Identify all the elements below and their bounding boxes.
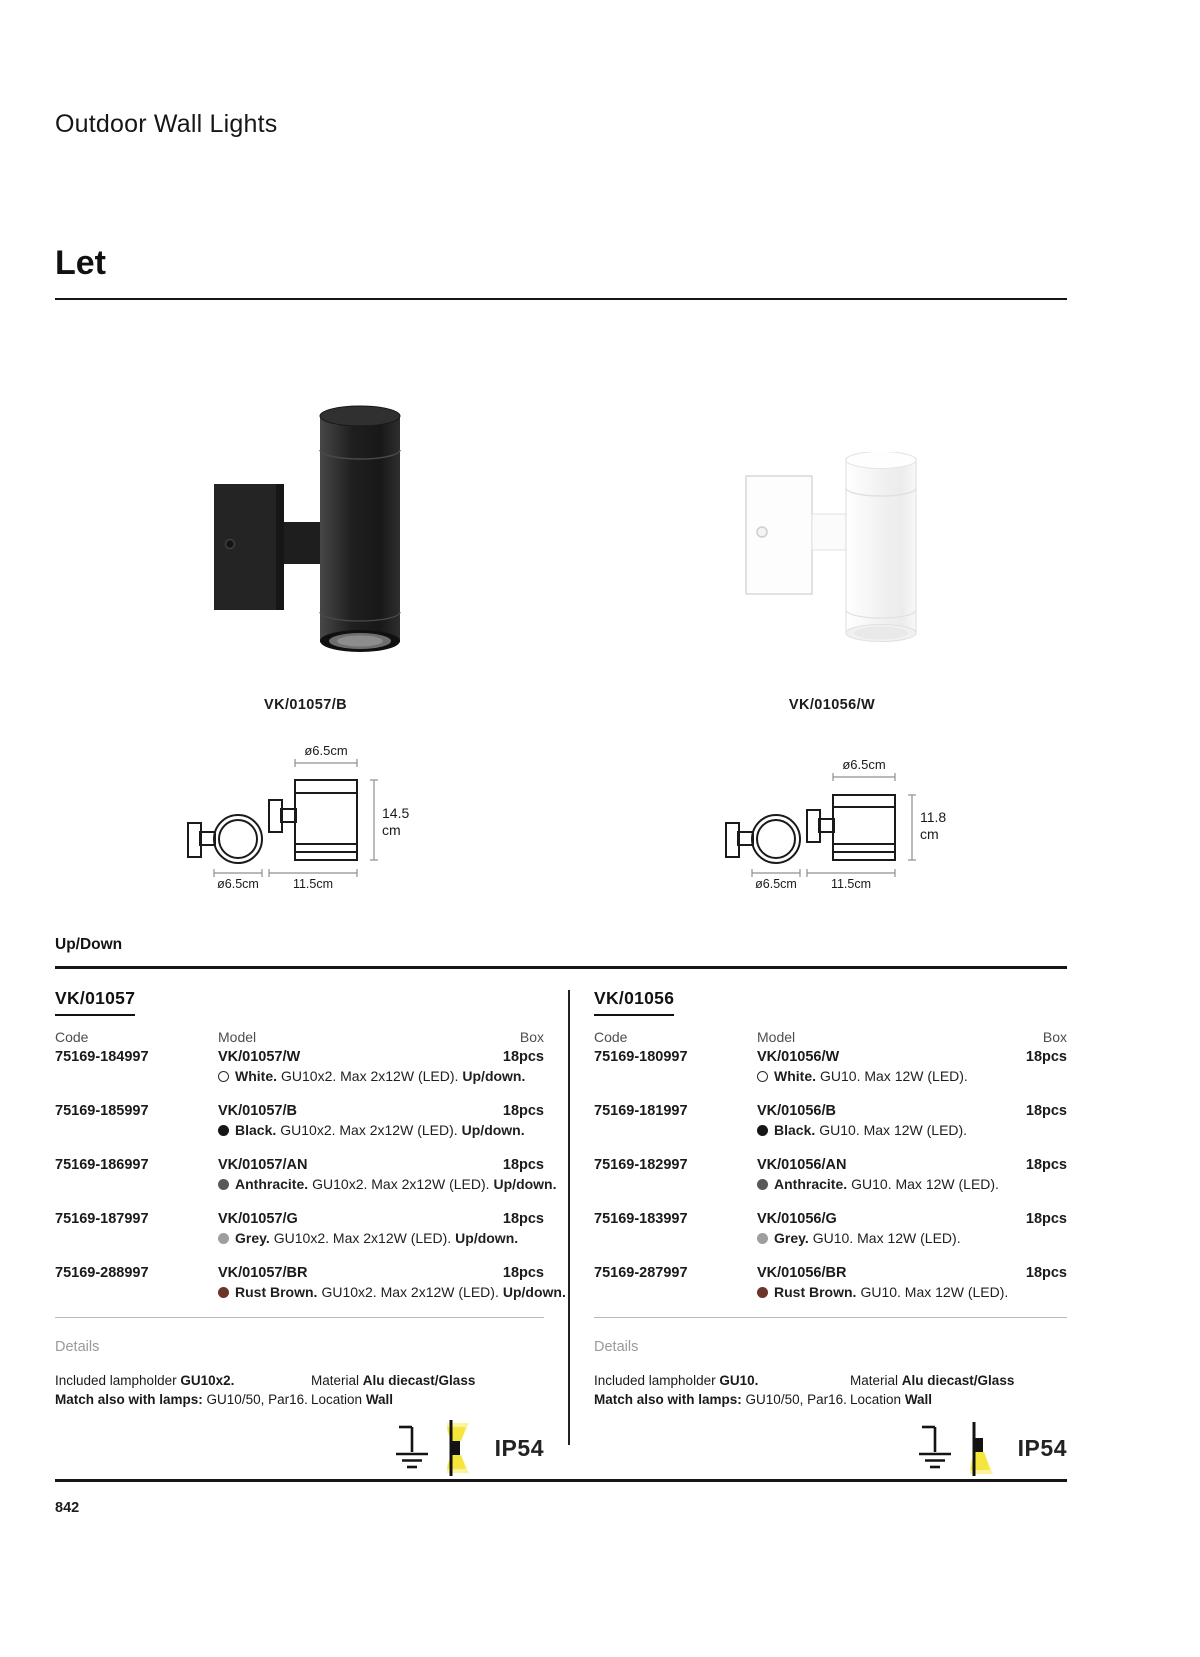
color-swatch: [757, 1233, 768, 1244]
dimension-diagram-left: [185, 736, 425, 892]
row-description: [757, 1121, 1067, 1140]
height-value-label: 11.8: [920, 809, 947, 825]
table-row: [594, 1156, 1067, 1194]
family-rule: [55, 298, 1067, 300]
row-description: [757, 1283, 1067, 1302]
header-code: Code: [55, 1029, 89, 1045]
location-label: Location: [850, 1392, 902, 1407]
color-name: Rust Brown.: [774, 1284, 857, 1300]
details-section: [55, 1371, 544, 1409]
header-box: Box: [1042, 1029, 1067, 1045]
row-description: [218, 1283, 566, 1302]
color-name: White.: [235, 1068, 277, 1084]
height-unit-label: cm: [920, 826, 939, 842]
code-cell: 75169-187997: [55, 1211, 149, 1227]
wall-plate: [214, 484, 284, 610]
details-label: Details: [594, 1339, 639, 1355]
table-body: [55, 1048, 566, 1302]
color-name: Anthracite.: [774, 1176, 848, 1192]
row-description: [757, 1229, 1067, 1248]
row-description: [218, 1067, 544, 1086]
color-swatch: [218, 1179, 229, 1190]
included-lampholder-value: GU10.: [719, 1373, 759, 1388]
code-cell: 75169-186997: [55, 1157, 149, 1173]
code-cell: 75169-183997: [594, 1211, 688, 1227]
material-label: Material: [850, 1373, 899, 1388]
box-cell: 18pcs: [1025, 1157, 1067, 1173]
depth-label: 11.5cm: [830, 877, 872, 891]
details-left: [55, 1371, 311, 1409]
model-cell: VK/01057/BR: [218, 1265, 308, 1281]
material-value: Alu diecast/Glass: [362, 1373, 476, 1388]
match-lamps-value: GU10/50, Par16.: [745, 1392, 847, 1407]
match-lamps-label: Match also with lamps:: [55, 1392, 203, 1407]
certification-row: [55, 1421, 544, 1475]
details-separator: [594, 1317, 1067, 1318]
cylinder-body: [320, 414, 400, 642]
direction-note: Up/down.: [502, 1284, 566, 1300]
wall-light-down-icon: [970, 1420, 1000, 1476]
included-lampholder-value: GU10x2.: [180, 1373, 235, 1388]
cylinder-top: [846, 452, 916, 469]
color-swatch: [757, 1125, 768, 1136]
box-cell: 18pcs: [502, 1103, 544, 1119]
product-caption-black: VK/01057/B: [264, 697, 347, 713]
model-cell: VK/01057/G: [218, 1211, 298, 1227]
details-label: Details: [55, 1339, 100, 1355]
direction-note: Up/down.: [462, 1068, 526, 1084]
product-photo-black: [208, 398, 403, 660]
model-cell: VK/01057/B: [218, 1103, 297, 1119]
lamp-specs: GU10. Max 12W (LED).: [851, 1176, 999, 1192]
box-cell: 18pcs: [502, 1157, 544, 1173]
color-swatch: [218, 1071, 229, 1082]
code-cell: 75169-287997: [594, 1265, 688, 1281]
location-value: Wall: [904, 1392, 933, 1407]
wall-light-up-down-icon: [447, 1420, 477, 1476]
section-rule: [55, 966, 1067, 969]
box-cell: 18pcs: [502, 1049, 544, 1065]
model-cell: VK/01056/B: [757, 1103, 836, 1119]
table-row: [594, 1048, 1067, 1086]
wall-plate: [746, 476, 812, 594]
column-divider: [568, 990, 570, 1445]
model-cell: VK/01056/AN: [757, 1157, 847, 1173]
section-label: Up/Down: [55, 936, 123, 953]
box-cell: 18pcs: [502, 1265, 544, 1281]
ip-rating: IP54: [494, 1434, 544, 1461]
certification-row: [594, 1421, 1067, 1475]
code-cell: 75169-185997: [55, 1103, 149, 1119]
row-description: [757, 1067, 1067, 1086]
table-title: VK/01056: [594, 988, 674, 1016]
table-row: [55, 1264, 566, 1302]
model-cell: VK/01056/W: [757, 1049, 840, 1065]
cylinder-top: [320, 406, 400, 426]
table-header: [55, 1030, 544, 1045]
direction-note: Up/down.: [461, 1122, 525, 1138]
model-cell: VK/01056/G: [757, 1211, 837, 1227]
header-code: Code: [594, 1029, 628, 1045]
location-value: Wall: [365, 1392, 394, 1407]
details-left: [594, 1371, 850, 1409]
box-cell: 18pcs: [1025, 1211, 1067, 1227]
material-value: Alu diecast/Glass: [901, 1373, 1015, 1388]
lamp-specs: GU10x2. Max 2x12W (LED).: [280, 1122, 458, 1138]
cylinder-body: [846, 458, 916, 634]
color-swatch: [218, 1233, 229, 1244]
diameter-top-label: ø6.5cm: [304, 743, 348, 758]
table-row: [55, 1156, 557, 1194]
table-row: [594, 1264, 1067, 1302]
details-separator: [55, 1317, 544, 1318]
category-title: Outdoor Wall Lights: [55, 110, 278, 138]
included-lampholder-label: Included lampholder: [594, 1373, 716, 1388]
direction-note: Up/down.: [493, 1176, 557, 1192]
color-swatch: [757, 1179, 768, 1190]
code-cell: 75169-184997: [55, 1049, 149, 1065]
box-cell: 18pcs: [502, 1211, 544, 1227]
glass-lens: [854, 627, 908, 640]
mount-arm: [812, 514, 850, 550]
model-cell: VK/01057/AN: [218, 1157, 308, 1173]
box-cell: 18pcs: [1025, 1049, 1067, 1065]
circle-diameter-label: ø6.5cm: [217, 877, 259, 891]
lamp-specs: GU10. Max 12W (LED).: [860, 1284, 1009, 1300]
screw: [757, 527, 767, 537]
match-lamps-value: GU10/50, Par16.: [206, 1392, 308, 1407]
code-cell: 75169-181997: [594, 1103, 688, 1119]
row-description: [757, 1175, 1067, 1194]
color-name: Grey.: [774, 1230, 809, 1246]
product-caption-white: VK/01056/W: [788, 697, 876, 713]
color-name: Black.: [774, 1122, 816, 1138]
mount-arm: [284, 522, 324, 564]
code-cell: 75169-180997: [594, 1049, 688, 1065]
row-description: [218, 1175, 557, 1194]
header-box: Box: [519, 1029, 544, 1045]
product-photo-white: [742, 452, 922, 652]
color-swatch: [218, 1125, 229, 1136]
product-column-vk01057: [55, 988, 566, 1475]
lamp-specs: GU10x2. Max 2x12W (LED).: [312, 1176, 490, 1192]
box-cell: 18pcs: [1025, 1265, 1067, 1281]
included-lampholder-label: Included lampholder: [55, 1373, 177, 1388]
lamp-specs: GU10. Max 12W (LED).: [812, 1230, 961, 1246]
row-description: [218, 1229, 544, 1248]
details-right: [311, 1371, 544, 1409]
lamp-specs: GU10x2. Max 2x12W (LED).: [273, 1230, 452, 1246]
code-cell: 75169-182997: [594, 1157, 688, 1173]
details-section: [594, 1371, 1067, 1409]
family-title: Let: [55, 244, 106, 282]
depth-label: 11.5cm: [292, 877, 334, 891]
color-name: Anthracite.: [235, 1176, 309, 1192]
table-body: [594, 1048, 1067, 1302]
row-description: [218, 1121, 544, 1140]
color-swatch: [757, 1071, 768, 1082]
lamp-specs: GU10x2. Max 2x12W (LED).: [281, 1068, 459, 1084]
header-model: Model: [757, 1029, 796, 1045]
color-swatch: [218, 1287, 229, 1298]
lamp-specs: GU10x2. Max 2x12W (LED).: [321, 1284, 499, 1300]
color-name: Rust Brown.: [235, 1284, 318, 1300]
details-right: [850, 1371, 1067, 1409]
ip-rating: IP54: [1017, 1434, 1067, 1461]
table-row: [55, 1102, 544, 1140]
height-unit-label: cm: [382, 822, 401, 838]
table-title: VK/01057: [55, 988, 135, 1016]
table-header: [594, 1030, 1067, 1045]
glass-lens-inner: [337, 636, 383, 647]
table-row: [594, 1102, 1067, 1140]
lamp-specs: GU10. Max 12W (LED).: [820, 1068, 968, 1084]
product-column-vk01056: [594, 988, 1067, 1475]
table-row: [55, 1048, 544, 1086]
table-row: [55, 1210, 544, 1248]
height-value-label: 14.5: [382, 805, 410, 821]
color-name: Black.: [235, 1122, 277, 1138]
box-cell: 18pcs: [1025, 1103, 1067, 1119]
table-row: [594, 1210, 1067, 1248]
color-name: White.: [774, 1068, 816, 1084]
match-lamps-label: Match also with lamps:: [594, 1392, 742, 1407]
earth-ground-icon: [393, 1424, 429, 1472]
screw: [226, 540, 235, 549]
wall-plate-shadow: [276, 484, 284, 610]
diameter-top-label: ø6.5cm: [842, 757, 886, 772]
model-cell: VK/01057/W: [218, 1049, 301, 1065]
direction-note: Up/down.: [455, 1230, 519, 1246]
model-cell: VK/01056/BR: [757, 1265, 847, 1281]
lamp-specs: GU10. Max 12W (LED).: [819, 1122, 968, 1138]
material-label: Material: [311, 1373, 360, 1388]
location-label: Location: [311, 1392, 363, 1407]
dimension-diagram-right: [723, 736, 963, 892]
header-model: Model: [218, 1029, 257, 1045]
code-cell: 75169-288997: [55, 1265, 149, 1281]
footer-rule: [55, 1479, 1067, 1482]
circle-diameter-label: ø6.5cm: [755, 877, 797, 891]
color-swatch: [757, 1287, 768, 1298]
page-number: 842: [55, 1500, 80, 1516]
earth-ground-icon: [916, 1424, 952, 1472]
color-name: Grey.: [235, 1230, 270, 1246]
